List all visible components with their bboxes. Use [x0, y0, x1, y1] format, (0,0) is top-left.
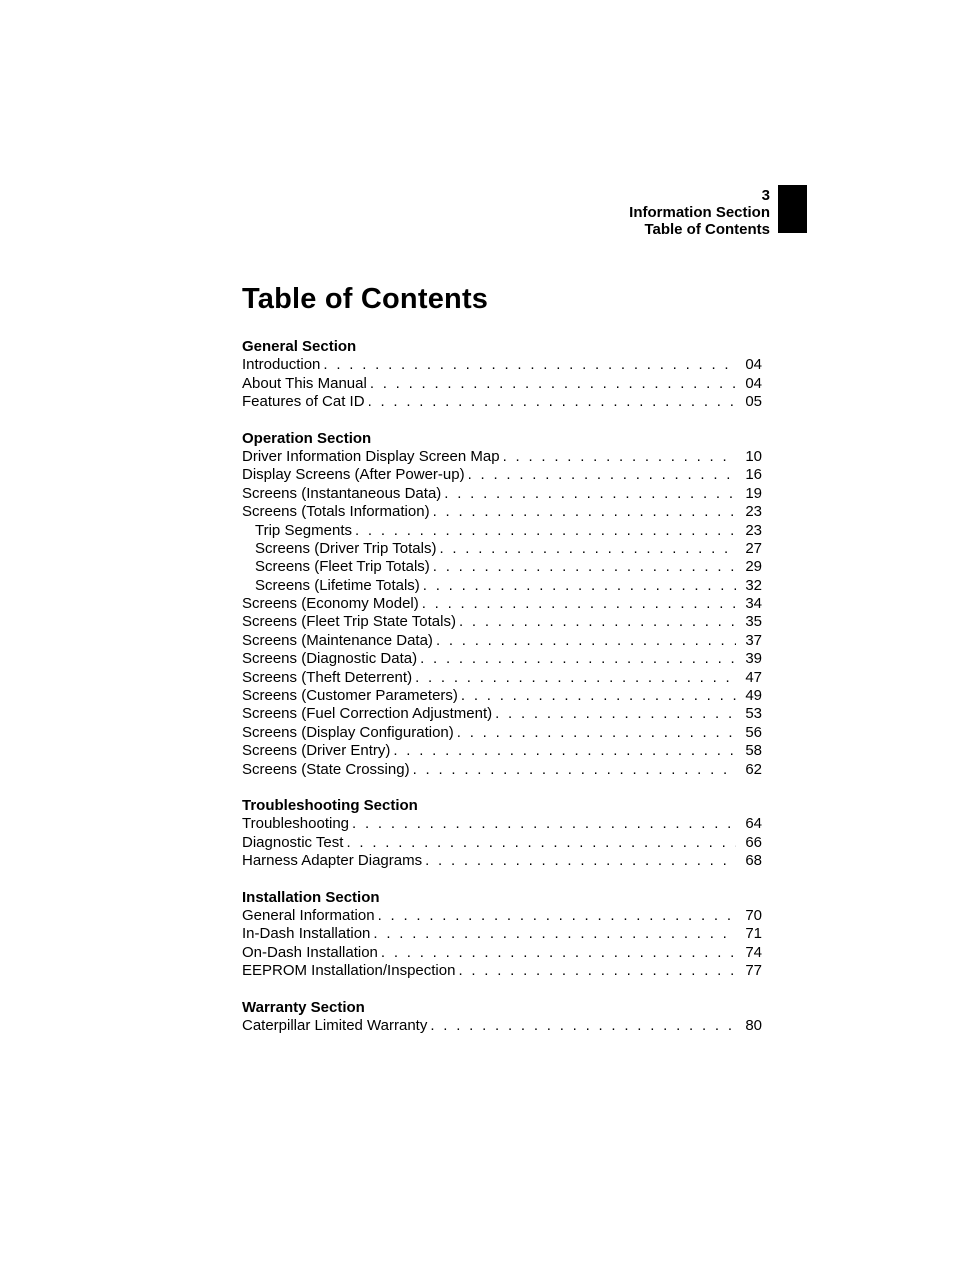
- toc-entry-label: Screens (Fuel Correction Adjustment): [242, 705, 493, 723]
- toc-entry-page-number: 64: [745, 815, 762, 833]
- toc-entry-page-number: 23: [745, 521, 762, 539]
- section-heading: Installation Section: [242, 888, 380, 906]
- dot-leader: [378, 907, 736, 925]
- toc-entry[interactable]: [242, 925, 762, 943]
- dot-leader: [415, 669, 736, 687]
- toc-entry-page-number: 71: [745, 925, 762, 943]
- header-section-name: Information Section: [629, 204, 770, 221]
- toc-entry[interactable]: [242, 632, 762, 650]
- toc-entry-page-number: 56: [745, 723, 762, 741]
- toc-entry[interactable]: [242, 577, 762, 595]
- toc-entry-label: Screens (Diagnostic Data): [242, 650, 418, 668]
- toc-entry-page-number: 49: [745, 687, 762, 705]
- section-heading: Warranty Section: [242, 998, 365, 1016]
- dot-leader: [503, 448, 736, 466]
- toc-entry[interactable]: [242, 522, 762, 540]
- toc-entry-label: Screens (Customer Parameters): [242, 687, 458, 705]
- dot-leader: [352, 815, 736, 833]
- toc-entry-label: Screens (Totals Information): [242, 503, 430, 521]
- dot-leader: [444, 485, 736, 503]
- toc-entry-label: Introduction: [242, 356, 321, 374]
- toc-entry-label: Screens (Display Configuration): [242, 723, 454, 741]
- toc-entry-page-number: 80: [745, 1016, 762, 1034]
- toc-entry-label: About This Manual: [242, 374, 367, 392]
- dot-leader: [425, 852, 736, 870]
- toc-entry-label: Screens (State Crossing): [242, 760, 410, 778]
- toc-entry[interactable]: [242, 485, 762, 503]
- toc-entry-page-number: 53: [745, 705, 762, 723]
- toc-entry-page-number: 05: [745, 393, 762, 411]
- table-of-contents: [242, 338, 762, 1053]
- toc-entry-page-number: 74: [745, 943, 762, 961]
- toc-section: [242, 999, 762, 1036]
- toc-entry[interactable]: [242, 650, 762, 668]
- section-tab-marker: [778, 185, 807, 233]
- toc-entry[interactable]: [242, 448, 762, 466]
- toc-entry-page-number: 39: [745, 650, 762, 668]
- toc-entry[interactable]: [242, 705, 762, 723]
- section-heading: General Section: [242, 338, 357, 355]
- toc-entry-label: General Information: [242, 906, 375, 924]
- dot-leader: [459, 613, 736, 631]
- toc-entry[interactable]: [242, 687, 762, 705]
- toc-entry-page-number: 68: [745, 852, 762, 870]
- toc-entry-label: Troubleshooting: [242, 815, 350, 833]
- toc-section: [242, 338, 762, 412]
- toc-entry-label: Features of Cat ID: [242, 393, 365, 411]
- running-header: [520, 187, 770, 238]
- toc-entry[interactable]: [242, 852, 762, 870]
- toc-entry-label: EEPROM Installation/Inspection: [242, 962, 456, 980]
- toc-entry[interactable]: [242, 815, 762, 833]
- toc-entry-label: Screens (Driver Entry): [242, 742, 391, 760]
- toc-entry-label: Screens (Fleet Trip State Totals): [242, 613, 456, 631]
- toc-entry[interactable]: [242, 613, 762, 631]
- dot-leader: [420, 650, 736, 668]
- toc-entry-label: Display Screens (After Power-up): [242, 466, 465, 484]
- dot-leader: [373, 925, 736, 943]
- toc-entry-page-number: 47: [745, 668, 762, 686]
- toc-entry[interactable]: [242, 466, 762, 484]
- toc-entry-page-number: 04: [745, 374, 762, 392]
- header-page-number: 3: [761, 187, 770, 204]
- dot-leader: [433, 503, 736, 521]
- dot-leader: [413, 761, 736, 779]
- toc-entry[interactable]: [242, 742, 762, 760]
- toc-entry-page-number: 10: [745, 447, 762, 465]
- toc-entry[interactable]: [242, 761, 762, 779]
- dot-leader: [430, 1017, 736, 1035]
- toc-entry-page-number: 70: [745, 906, 762, 924]
- dot-leader: [422, 595, 736, 613]
- toc-entry[interactable]: [242, 724, 762, 742]
- toc-entry-page-number: 04: [745, 356, 762, 374]
- header-subsection-name: Table of Contents: [644, 221, 770, 238]
- page-title: Table of Contents: [242, 283, 489, 315]
- toc-entry-label: Harness Adapter Diagrams: [242, 852, 423, 870]
- toc-entry-page-number: 62: [745, 760, 762, 778]
- toc-entry-label: Driver Information Display Screen Map: [242, 447, 500, 465]
- toc-entry[interactable]: [242, 356, 762, 374]
- dot-leader: [346, 834, 736, 852]
- toc-section: [242, 797, 762, 871]
- toc-entry-page-number: 16: [745, 466, 762, 484]
- toc-entry-label: In-Dash Installation: [242, 925, 371, 943]
- dot-leader: [355, 522, 736, 540]
- toc-entry-page-number: 27: [745, 539, 762, 557]
- toc-entry-label: Screens (Instantaneous Data): [242, 484, 442, 502]
- toc-entry-page-number: 37: [745, 631, 762, 649]
- toc-entry-label: Caterpillar Limited Warranty: [242, 1016, 428, 1034]
- toc-entry[interactable]: [242, 669, 762, 687]
- toc-section: [242, 889, 762, 981]
- toc-entry-page-number: 58: [745, 742, 762, 760]
- toc-entry-label: On-Dash Installation: [242, 943, 378, 961]
- dot-leader: [423, 577, 736, 595]
- toc-entry-label: Screens (Driver Trip Totals): [255, 539, 437, 557]
- dot-leader: [381, 944, 736, 962]
- dot-leader: [436, 632, 736, 650]
- toc-entry-label: Screens (Theft Deterrent): [242, 668, 413, 686]
- toc-entry-page-number: 32: [745, 576, 762, 594]
- toc-entry[interactable]: [242, 962, 762, 980]
- dot-leader: [457, 724, 736, 742]
- toc-entry[interactable]: [242, 375, 762, 393]
- dot-leader: [393, 742, 736, 760]
- dot-leader: [468, 466, 736, 484]
- section-heading: Troubleshooting Section: [242, 796, 418, 814]
- toc-entry[interactable]: [242, 595, 762, 613]
- toc-entry-label: Screens (Fleet Trip Totals): [255, 558, 430, 576]
- dot-leader: [439, 540, 736, 558]
- toc-entry-page-number: 34: [745, 595, 762, 613]
- dot-leader: [323, 356, 736, 374]
- toc-entry[interactable]: [242, 558, 762, 576]
- dot-leader: [368, 393, 736, 411]
- dot-leader: [461, 687, 736, 705]
- dot-leader: [458, 962, 736, 980]
- dot-leader: [495, 705, 736, 723]
- toc-section: [242, 430, 762, 779]
- toc-entry-page-number: 66: [745, 833, 762, 851]
- toc-entry[interactable]: [242, 834, 762, 852]
- toc-entry[interactable]: [242, 503, 762, 521]
- toc-entry-label: Trip Segments: [255, 521, 352, 539]
- toc-entry[interactable]: [242, 393, 762, 411]
- section-heading: Operation Section: [242, 429, 372, 447]
- toc-entry[interactable]: [242, 540, 762, 558]
- toc-entry[interactable]: [242, 944, 762, 962]
- toc-entry-label: Screens (Economy Model): [242, 595, 419, 613]
- toc-entry-label: Diagnostic Test: [242, 833, 344, 851]
- toc-entry[interactable]: [242, 1017, 762, 1035]
- toc-entry-label: Screens (Maintenance Data): [242, 631, 433, 649]
- toc-entry[interactable]: [242, 907, 762, 925]
- toc-entry-page-number: 35: [745, 613, 762, 631]
- toc-entry-page-number: 19: [745, 484, 762, 502]
- dot-leader: [370, 375, 736, 393]
- toc-entry-label: Screens (Lifetime Totals): [255, 576, 420, 594]
- dot-leader: [433, 558, 736, 576]
- toc-entry-page-number: 23: [745, 503, 762, 521]
- toc-entry-page-number: 29: [745, 558, 762, 576]
- toc-entry-page-number: 77: [745, 962, 762, 980]
